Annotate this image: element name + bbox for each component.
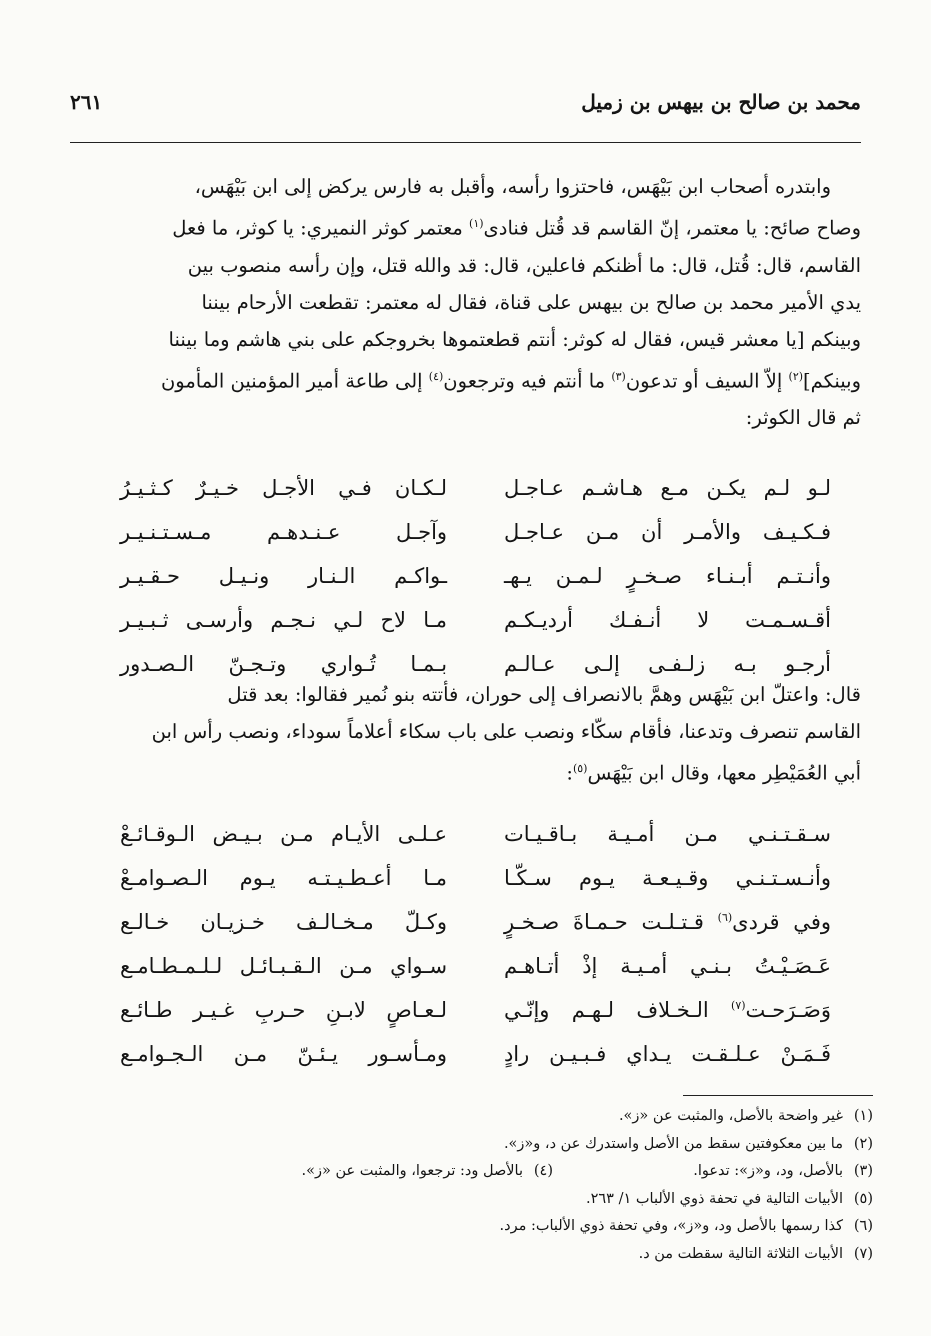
paragraph-line bbox=[70, 750, 861, 792]
verse-line bbox=[120, 856, 831, 900]
text-run: ما أنتم فيه وترجعون bbox=[443, 369, 612, 392]
verse-hemistich-left: ومـأسـور يـئـنّ مـن الـجـوامـع bbox=[120, 1042, 448, 1066]
poem-1 bbox=[120, 466, 831, 686]
poem-2 bbox=[120, 812, 831, 1076]
footnote-number: (٥) bbox=[853, 1190, 873, 1207]
verse-hemistich-right: لـو لـم يكـن مـع هـاشـم عـاجـل bbox=[503, 476, 831, 500]
text-run: سـقـتـنـي مـن أمـيـة بـاقـيـات bbox=[503, 822, 831, 846]
footnote-number: (٢) bbox=[853, 1135, 873, 1152]
text-run: وبينكم] bbox=[803, 369, 861, 392]
footnote-text: بالأصل ود: ترجعوا، والمثبت عن «ز». bbox=[301, 1163, 523, 1179]
verse-hemistich-left: مـا أعـطـيـتـه يـوم الـصـوامـعْ bbox=[120, 866, 448, 890]
footnote-number: (٤) bbox=[533, 1163, 553, 1179]
footnote-number: (١) bbox=[853, 1108, 873, 1124]
text-run: الـخـلاف لـهـم وإنّـي bbox=[503, 998, 732, 1022]
paragraph-line: قال: واعتلّ ابن بَيْهَس وهمَّ بالانصراف إلى حوران، فأتته بنو نُمير فقالوا: بعد قتل bbox=[227, 683, 861, 706]
text-run: قـتـلـت حـمـاةَ صـخـرٍ bbox=[503, 910, 718, 934]
paragraph-line: يدي الأمير محمد بن صالح بن بيهس على قناة، فقال له معتمر: تقطعت الأرحام بيننا bbox=[201, 290, 861, 314]
footnote-ref: (٦) bbox=[717, 911, 733, 924]
footnote-text: غير واضحة بالأصل، والمثبت عن «ز». bbox=[618, 1108, 843, 1124]
text-run: إلاّ السيف أو تدعون bbox=[625, 369, 789, 392]
footnote-text: بالأصل، ود، و«ز»: تدعوا. bbox=[693, 1163, 843, 1179]
verse-hemistich-left: سـواي مـن الـقـبـائـل لـلـمـطـامـع bbox=[120, 954, 448, 978]
footnote bbox=[70, 1103, 873, 1131]
verse-hemistich-left: عـلـى الأيـام مـن بـيـض الـوقـائـعْ bbox=[120, 822, 448, 846]
verse-line bbox=[120, 466, 831, 510]
text-run: : bbox=[566, 761, 573, 785]
footnote-ref: (٤) bbox=[428, 369, 444, 383]
footnote-ref: (٢) bbox=[788, 369, 804, 383]
verse-line bbox=[120, 510, 831, 554]
paragraph-2 bbox=[70, 676, 861, 792]
footnote-number: (٣) bbox=[853, 1163, 873, 1179]
footnotes bbox=[70, 1103, 873, 1268]
verse-hemistich-left: وكـلّ مـخـالـف خـزيـان خـالـع bbox=[120, 910, 448, 934]
verse-hemistich-right: أرجـو بـه زلـفـى إلـى عـالـم bbox=[503, 652, 831, 676]
text-run: إلى طاعة أمير المؤمنين المأمون bbox=[160, 369, 429, 392]
footnote bbox=[233, 1158, 553, 1186]
text-run: أبي العُمَيْطِر معها، وقال ابن بَيْهَس bbox=[587, 761, 861, 785]
paragraph-line: وابتدره أصحاب ابن بَيْهَس، فاحتزوا رأسه، وأقبل به فارس يركض إلى ابن بَيْهَس، bbox=[194, 175, 831, 198]
verse-line bbox=[120, 1032, 831, 1076]
footnote-text: ما بين معكوفتين سقط من الأصل واستدرك عن د، و«ز». bbox=[503, 1135, 843, 1152]
verse-line bbox=[120, 598, 831, 642]
verse-hemistich-left: لـعـاصٍ لابـنِ حـربِ غـيـر طـائـع bbox=[120, 998, 448, 1022]
footnote-ref: (٧) bbox=[731, 999, 746, 1012]
footnote bbox=[70, 1241, 873, 1269]
text-run: وأنـسـتـنـي وقـيـعـة يـوم سـكّـا bbox=[503, 866, 831, 890]
footnote-ref: (٣) bbox=[611, 369, 626, 383]
footnote-number: (٧) bbox=[853, 1245, 873, 1262]
paragraph-1 bbox=[70, 168, 861, 436]
verse-line bbox=[120, 900, 831, 944]
footnote-text: الأبيات التالية في تحفة ذوي الألباب ١/ ٢٦٣. bbox=[585, 1190, 843, 1207]
verse-hemistich-right: وأنـتـم أبـنـاء صـخـرٍ لـمـن يـهـ bbox=[503, 564, 831, 588]
text-run: عَـصَـيْـتُ بـنـي أمـيـة إذْ أتـاهـم bbox=[503, 954, 831, 978]
footnote-text: الأبيات الثلاثة التالية سقطت من د. bbox=[638, 1245, 843, 1262]
verse-line bbox=[120, 944, 831, 988]
verse-hemistich-left: ـواكـم الـنـار ونـيـل حـقـيـر bbox=[120, 564, 448, 588]
paragraph-line bbox=[70, 205, 861, 247]
text-run: فَـمَـنْ عـلـقـت يـداي فـبـيـن رادٍ bbox=[503, 1042, 831, 1066]
paragraph-line: القاسم، قال: قُتل، قال: ما أظنكم فاعلين، قال: قد والله قتل، وإن رأسه منصوب بين bbox=[187, 253, 861, 277]
verse-hemistich-left: وآجـل عـنـدهـم مـسـتـنـيـر bbox=[120, 520, 448, 544]
verse-hemistich-left: مـا لاح لـي نـجـم وأرسـى ثـبـيـر bbox=[120, 608, 448, 632]
verse-hemistich-right bbox=[504, 910, 831, 934]
paragraph-line: القاسم تنصرف وتدعنا، فأقام سكّاء ونصب على باب سكاء أعلاماً سوداء، ونصب رأس ابن bbox=[151, 720, 861, 743]
verse-hemistich-right bbox=[504, 866, 831, 890]
text-run: معتمر كوثر النميري: يا كوثر، ما فعل bbox=[172, 216, 470, 240]
header-rule bbox=[70, 142, 861, 143]
verse-hemistich-right bbox=[504, 822, 831, 846]
verse-hemistich-right: أقـسـمـت لا أنـفـك أرديـكـم bbox=[503, 608, 831, 632]
verse-line bbox=[120, 554, 831, 598]
footnote bbox=[70, 1186, 873, 1214]
running-title: محمد بن صالح بن بيهس بن زميل bbox=[581, 90, 861, 114]
verse-hemistich-right bbox=[504, 954, 831, 978]
page-number: ٢٦١ bbox=[70, 90, 103, 114]
text-run: وَصَـرَحـت bbox=[745, 998, 831, 1022]
footnote bbox=[70, 1131, 873, 1159]
footnote-rule bbox=[683, 1095, 873, 1096]
paragraph-line: ثم قال الكوثر: bbox=[745, 406, 861, 429]
verse-hemistich-left: بـمـا تُـواري وتـجـنّ الـصـدور bbox=[120, 652, 448, 676]
footnote-ref: (٥) bbox=[572, 762, 588, 775]
verse-line bbox=[120, 988, 831, 1032]
text-run: وصاح صائح: يا معتمر، إنّ القاسم قد قُتل فنادى bbox=[483, 216, 861, 240]
paragraph-line: وبينكم [يا معشر قيس، فقال له كوثر: أنتم قطعتموها بخروجكم على بني هاشم وما بيننا bbox=[168, 327, 861, 351]
verse-hemistich-right bbox=[504, 998, 831, 1022]
footnote bbox=[553, 1158, 873, 1186]
verse-line bbox=[120, 812, 831, 856]
footnote-number: (٦) bbox=[853, 1218, 873, 1234]
running-header bbox=[70, 82, 861, 122]
footnote-text: كذا رسمها بالأصل ود، و«ز»، وفي تحفة ذوي الألباب: مرد. bbox=[499, 1218, 843, 1234]
verse-hemistich-right: فـكـيـف والأمـر أن مـن عـاجـل bbox=[503, 520, 831, 544]
footnote-ref: (١) bbox=[469, 217, 484, 230]
footnote-pair bbox=[70, 1158, 873, 1186]
paragraph-line bbox=[70, 358, 861, 400]
footnote bbox=[70, 1213, 873, 1241]
text-run: وفي قردى bbox=[732, 910, 831, 934]
verse-hemistich-left: لـكـان فـي الأجـل خـيـرٌ كـثـيـرُ bbox=[120, 476, 448, 500]
verse-hemistich-right bbox=[504, 1042, 831, 1066]
